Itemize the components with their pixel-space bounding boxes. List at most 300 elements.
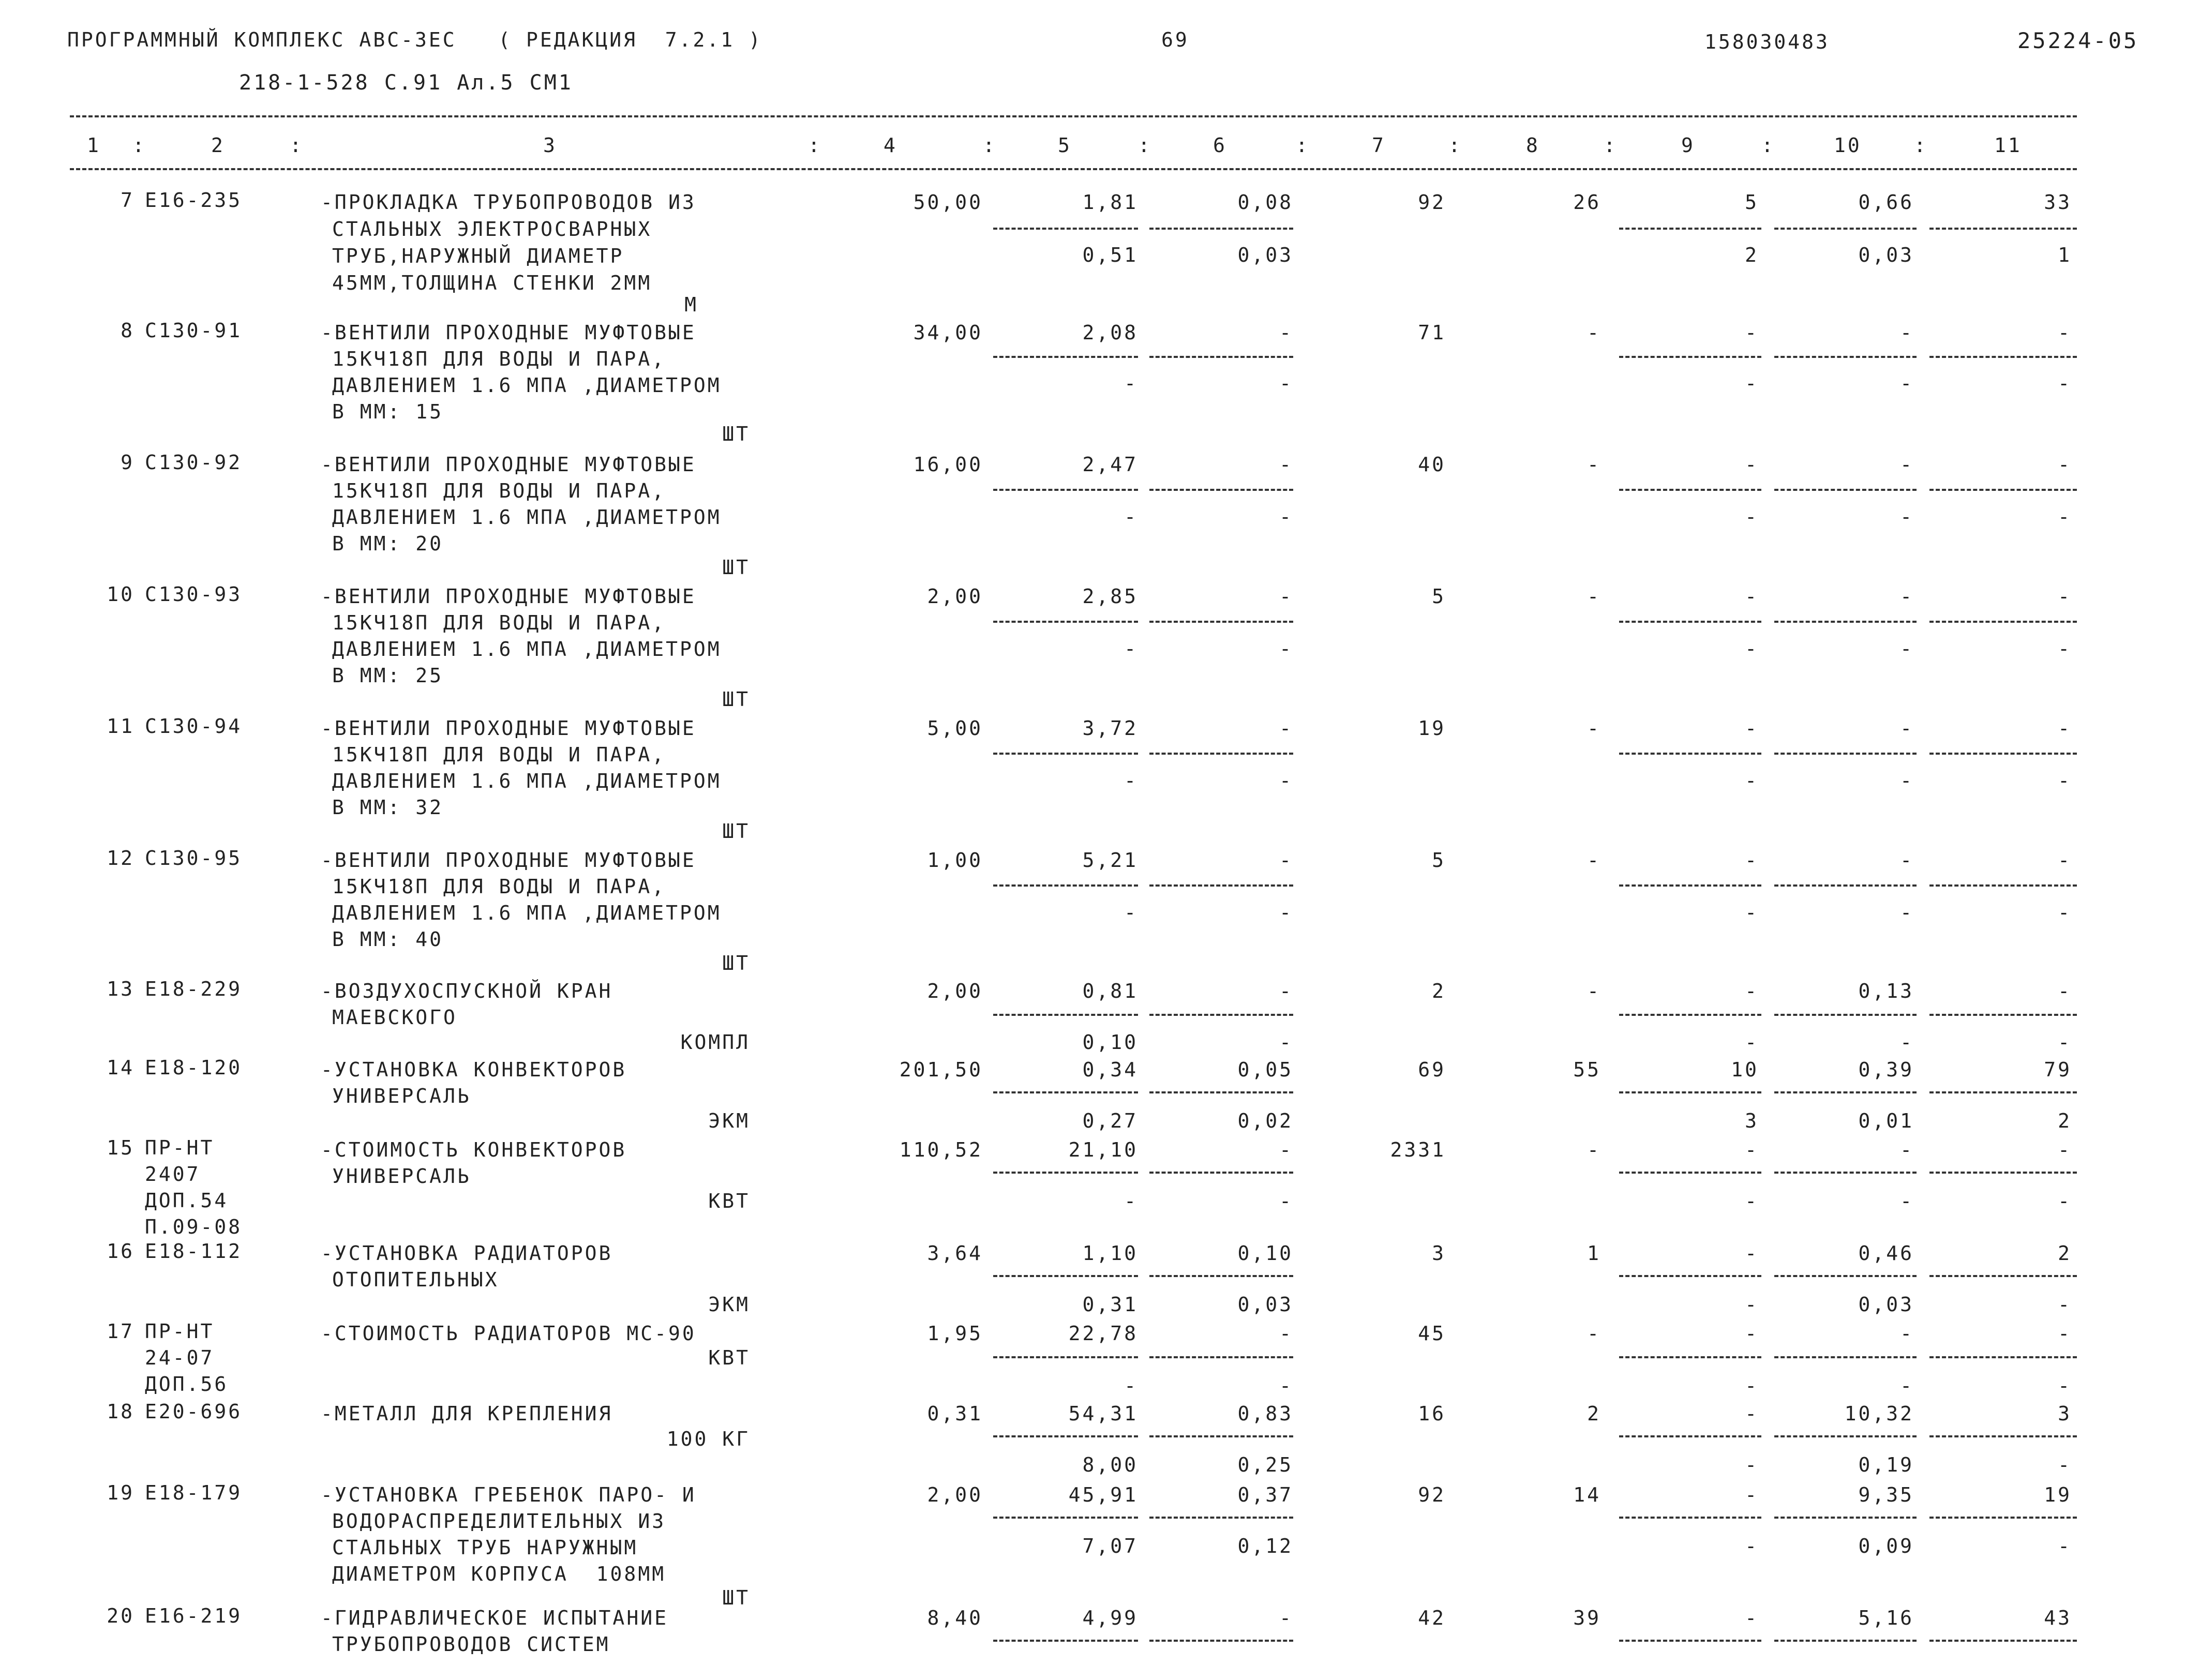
col11-sub: -: [2058, 505, 2072, 528]
col6-sub: 0,02: [1237, 1109, 1293, 1132]
col-num-2: 2: [211, 134, 225, 157]
rate-code: С130-95: [145, 847, 243, 869]
subtotal-rule: [1619, 884, 1761, 887]
subtotal-rule: [1619, 1275, 1761, 1277]
col5-sub: 0,51: [1082, 244, 1138, 266]
subtotal-rule: [1149, 1356, 1293, 1358]
rate-code: Е16-235: [145, 189, 243, 212]
col11-value: -: [2058, 717, 2072, 740]
col6-sub: 0,03: [1237, 1293, 1293, 1316]
quantity: 5,00: [927, 717, 983, 740]
subtotal-rule: [1149, 1172, 1293, 1174]
rate-code: ДОП.56: [145, 1373, 229, 1396]
col9-sub: 2: [1745, 244, 1759, 266]
col5-value: 21,10: [1068, 1138, 1138, 1161]
col6-value: -: [1279, 1322, 1293, 1345]
col9-value: -: [1745, 585, 1759, 608]
quantity: 3,64: [927, 1242, 983, 1265]
col9-sub: -: [1745, 901, 1759, 924]
work-description: 15КЧ18П ДЛЯ ВОДЫ И ПАРА,: [332, 479, 666, 502]
col10-value: 0,46: [1858, 1242, 1914, 1265]
col9-sub: -: [1745, 1453, 1759, 1476]
col11-sub: 2: [2058, 1109, 2072, 1132]
col10-sub: 0,03: [1858, 1293, 1914, 1316]
work-description: ДИАМЕТРОМ КОРПУСА 108ММ: [332, 1563, 666, 1585]
col8-value: 1: [1587, 1242, 1601, 1265]
col9-value: -: [1745, 717, 1759, 740]
work-description: В ММ: 32: [332, 796, 444, 819]
col11-value: 43: [2044, 1607, 2072, 1629]
col-num-1: 1: [87, 134, 101, 157]
subtotal-rule: [1619, 1356, 1761, 1358]
col9-value: -: [1745, 1242, 1759, 1265]
document-id: 158030483: [1704, 31, 1830, 53]
subtotal-rule: [1774, 1435, 1917, 1437]
work-description: -ГИДРАВЛИЧЕСКОЕ ИСПЫТАНИЕ: [321, 1607, 668, 1629]
col11-sub: -: [2058, 1031, 2072, 1054]
col6-sub: -: [1279, 1374, 1293, 1397]
col6-sub: -: [1279, 1031, 1293, 1054]
subtotal-rule: [1619, 356, 1761, 358]
col11-value: -: [2058, 585, 2072, 608]
col6-value: -: [1279, 980, 1293, 1002]
subtotal-rule: [1149, 489, 1293, 491]
work-description: ДАВЛЕНИЕМ 1.6 МПА ,ДИАМЕТРОМ: [332, 506, 722, 529]
work-description: -УСТАНОВКА РАДИАТОРОВ: [321, 1242, 613, 1265]
subtotal-rule: [1929, 228, 2077, 230]
col7-value: 40: [1418, 453, 1446, 476]
row-number: 8: [121, 319, 134, 342]
col8-value: -: [1587, 453, 1601, 476]
col-num-6: 6: [1213, 134, 1227, 157]
col5-sub: 8,00: [1082, 1453, 1138, 1476]
work-description: ОТОПИТЕЛЬНЫХ: [332, 1268, 499, 1291]
col11-value: -: [2058, 980, 2072, 1002]
work-description: -ВЕНТИЛИ ПРОХОДНЫЕ МУФТОВЫЕ: [321, 453, 696, 476]
rate-code: ПР-НТ: [145, 1136, 215, 1159]
subtotal-rule: [1774, 753, 1917, 755]
subtotal-rule: [1149, 1091, 1293, 1093]
col6-sub: 0,12: [1237, 1535, 1293, 1557]
col8-value: 14: [1573, 1483, 1601, 1506]
quantity: 1,95: [927, 1322, 983, 1345]
row-number: 14: [107, 1056, 134, 1079]
sheet-reference: 218-1-528 С.91 Ал.5 СМ1: [239, 71, 573, 95]
header-rule-top: [70, 115, 2077, 117]
subtotal-rule: [1774, 489, 1917, 491]
unit: ШТ: [722, 556, 750, 579]
col5-sub: 0,10: [1082, 1031, 1138, 1054]
rate-code: П.09-08: [145, 1216, 243, 1238]
col9-value: -: [1745, 1607, 1759, 1629]
work-description: -ВЕНТИЛИ ПРОХОДНЫЕ МУФТОВЫЕ: [321, 717, 696, 740]
program-title: ПРОГРАММНЫЙ КОМПЛЕКС АВС-ЗЕС ( РЕДАКЦИЯ 7.2.1 ): [67, 28, 762, 51]
subtotal-rule: [1774, 1014, 1917, 1016]
subtotal-rule: [993, 884, 1138, 887]
col8-value: -: [1587, 1322, 1601, 1345]
col6-sub: -: [1279, 505, 1293, 528]
subtotal-rule: [993, 1091, 1138, 1093]
unit: 100 КГ: [666, 1428, 750, 1450]
subtotal-rule: [1774, 621, 1917, 623]
col5-sub: -: [1124, 1190, 1138, 1212]
work-description: ДАВЛЕНИЕМ 1.6 МПА ,ДИАМЕТРОМ: [332, 374, 722, 397]
quantity: 16,00: [913, 453, 983, 476]
work-description: -ВОЗДУХОСПУСКНОЙ КРАН: [321, 980, 613, 1002]
col10-sub: 0,01: [1858, 1109, 1914, 1132]
col7-value: 5: [1432, 585, 1446, 608]
subtotal-rule: [1929, 1091, 2077, 1093]
col5-value: 2,08: [1082, 321, 1138, 344]
col10-sub: -: [1900, 372, 1914, 395]
col-sep: :: [1761, 134, 1775, 157]
col11-sub: -: [2058, 372, 2072, 395]
unit: ШТ: [722, 820, 750, 843]
rate-code: С130-91: [145, 319, 243, 342]
col6-sub: 0,25: [1237, 1453, 1293, 1476]
col6-value: 0,05: [1237, 1058, 1293, 1081]
col-sep: :: [983, 134, 997, 157]
rate-code: ДОП.54: [145, 1189, 229, 1212]
col5-value: 0,34: [1082, 1058, 1138, 1081]
col5-value: 5,21: [1082, 849, 1138, 872]
subtotal-rule: [1149, 1275, 1293, 1277]
col5-value: 3,72: [1082, 717, 1138, 740]
work-description: ДАВЛЕНИЕМ 1.6 МПА ,ДИАМЕТРОМ: [332, 770, 722, 792]
col11-sub: 1: [2058, 244, 2072, 266]
unit: М: [684, 293, 698, 316]
col6-sub: -: [1279, 1190, 1293, 1212]
subtotal-rule: [1929, 1356, 2077, 1358]
col8-value: 55: [1573, 1058, 1601, 1081]
work-description: СТАЛЬНЫХ ТРУБ НАРУЖНЫМ: [332, 1536, 638, 1559]
work-description: 15КЧ18П ДЛЯ ВОДЫ И ПАРА,: [332, 875, 666, 898]
col9-value: -: [1745, 980, 1759, 1002]
col5-sub: 0,31: [1082, 1293, 1138, 1316]
col-sep: :: [1604, 134, 1618, 157]
col9-value: -: [1745, 849, 1759, 872]
subtotal-rule: [1929, 1435, 2077, 1437]
row-number: 7: [121, 189, 134, 212]
subtotal-rule: [1774, 356, 1917, 358]
col-sep: :: [1138, 134, 1152, 157]
unit: КВТ: [708, 1190, 750, 1212]
col6-value: 0,08: [1237, 191, 1293, 214]
work-description: 15КЧ18П ДЛЯ ВОДЫ И ПАРА,: [332, 743, 666, 766]
subtotal-rule: [1149, 356, 1293, 358]
col11-value: 19: [2044, 1483, 2072, 1506]
col5-value: 0,81: [1082, 980, 1138, 1002]
col5-value: 2,47: [1082, 453, 1138, 476]
col9-sub: -: [1745, 637, 1759, 660]
col11-value: -: [2058, 1322, 2072, 1345]
col9-sub: -: [1745, 1293, 1759, 1316]
work-description: СТАЛЬНЫХ ЭЛЕКТРОСВАРНЫХ: [332, 218, 652, 241]
col5-sub: -: [1124, 372, 1138, 395]
row-number: 12: [107, 847, 134, 869]
subtotal-rule: [1619, 228, 1761, 230]
col10-sub: 0,19: [1858, 1453, 1914, 1476]
work-description: -ПРОКЛАДКА ТРУБОПРОВОДОВ ИЗ: [321, 191, 696, 214]
subtotal-rule: [1149, 228, 1293, 230]
unit: КОМПЛ: [680, 1031, 750, 1054]
subtotal-rule: [1929, 753, 2077, 755]
col11-value: -: [2058, 321, 2072, 344]
rate-code: 2407: [145, 1163, 201, 1186]
col11-sub: -: [2058, 1374, 2072, 1397]
col9-value: 5: [1745, 191, 1759, 214]
subtotal-rule: [1619, 1640, 1761, 1642]
quantity: 2,00: [927, 585, 983, 608]
col-num-8: 8: [1526, 134, 1540, 157]
work-description: -ВЕНТИЛИ ПРОХОДНЫЕ МУФТОВЫЕ: [321, 321, 696, 344]
col-sep: :: [1914, 134, 1928, 157]
rate-code: 24-07: [145, 1346, 215, 1369]
col-num-9: 9: [1681, 134, 1695, 157]
row-number: 10: [107, 583, 134, 606]
subtotal-rule: [1929, 1172, 2077, 1174]
col11-sub: -: [2058, 901, 2072, 924]
col5-sub: -: [1124, 637, 1138, 660]
col6-value: 0,37: [1237, 1483, 1293, 1506]
header-rule-bottom: [70, 168, 2077, 170]
subtotal-rule: [1149, 753, 1293, 755]
work-description: 15КЧ18П ДЛЯ ВОДЫ И ПАРА,: [332, 611, 666, 634]
col-sep: :: [1448, 134, 1462, 157]
col10-sub: -: [1900, 505, 1914, 528]
col5-value: 4,99: [1082, 1607, 1138, 1629]
page-number: 69: [1161, 28, 1189, 51]
col6-value: -: [1279, 321, 1293, 344]
col6-sub: -: [1279, 769, 1293, 792]
col-num-11: 11: [1994, 134, 2022, 157]
col7-value: 71: [1418, 321, 1446, 344]
col6-value: 0,83: [1237, 1402, 1293, 1425]
col5-value: 1,81: [1082, 191, 1138, 214]
rate-code: Е18-179: [145, 1481, 243, 1504]
subtotal-rule: [1619, 753, 1761, 755]
quantity: 1,00: [927, 849, 983, 872]
work-description: -ВЕНТИЛИ ПРОХОДНЫЕ МУФТОВЫЕ: [321, 585, 696, 608]
col8-value: -: [1587, 717, 1601, 740]
col10-value: 5,16: [1858, 1607, 1914, 1629]
subtotal-rule: [1929, 1640, 2077, 1642]
subtotal-rule: [993, 228, 1138, 230]
col11-value: -: [2058, 1138, 2072, 1161]
col7-value: 16: [1418, 1402, 1446, 1425]
row-number: 15: [107, 1136, 134, 1159]
col6-value: -: [1279, 849, 1293, 872]
col10-value: -: [1900, 1138, 1914, 1161]
row-number: 9: [121, 451, 134, 474]
work-description: -УСТАНОВКА ГРЕБЕНОК ПАРО- И: [321, 1483, 696, 1506]
rate-code: Е20-696: [145, 1400, 243, 1423]
unit: ЭКМ: [708, 1293, 750, 1316]
col9-sub: -: [1745, 1535, 1759, 1557]
work-description: 15КЧ18П ДЛЯ ВОДЫ И ПАРА,: [332, 348, 666, 370]
subtotal-rule: [1619, 1091, 1761, 1093]
col8-value: -: [1587, 1138, 1601, 1161]
col-sep: :: [1296, 134, 1310, 157]
col6-sub: -: [1279, 637, 1293, 660]
col10-value: 10,32: [1844, 1402, 1914, 1425]
work-description: -СТОИМОСТЬ КОНВЕКТОРОВ: [321, 1138, 627, 1161]
col9-sub: -: [1745, 1374, 1759, 1397]
subtotal-rule: [993, 1356, 1138, 1358]
col9-value: -: [1745, 1402, 1759, 1425]
col5-value: 1,10: [1082, 1242, 1138, 1265]
col9-value: -: [1745, 1138, 1759, 1161]
row-number: 16: [107, 1240, 134, 1263]
col8-value: 2: [1587, 1402, 1601, 1425]
work-description: ДАВЛЕНИЕМ 1.6 МПА ,ДИАМЕТРОМ: [332, 902, 722, 924]
col6-value: -: [1279, 1138, 1293, 1161]
col9-sub: -: [1745, 1190, 1759, 1212]
quantity: 2,00: [927, 1483, 983, 1506]
col8-value: -: [1587, 585, 1601, 608]
subtotal-rule: [1619, 1435, 1761, 1437]
quantity: 2,00: [927, 980, 983, 1002]
col11-value: 79: [2044, 1058, 2072, 1081]
unit: ШТ: [722, 423, 750, 445]
row-number: 20: [107, 1604, 134, 1627]
rate-code: С130-94: [145, 715, 243, 738]
col5-sub: -: [1124, 505, 1138, 528]
col10-sub: -: [1900, 901, 1914, 924]
row-number: 11: [107, 715, 134, 738]
col5-sub: -: [1124, 901, 1138, 924]
col10-value: 0,39: [1858, 1058, 1914, 1081]
rate-code: Е16-219: [145, 1604, 243, 1627]
col11-sub: -: [2058, 637, 2072, 660]
col11-value: -: [2058, 849, 2072, 872]
col10-sub: 0,03: [1858, 244, 1914, 266]
quantity: 201,50: [899, 1058, 983, 1081]
subtotal-rule: [1929, 621, 2077, 623]
unit: ШТ: [722, 1586, 750, 1609]
rate-code: ПР-НТ: [145, 1320, 215, 1343]
subtotal-rule: [1929, 884, 2077, 887]
col11-sub: -: [2058, 769, 2072, 792]
col8-value: 26: [1573, 191, 1601, 214]
col9-sub: -: [1745, 1031, 1759, 1054]
col11-sub: -: [2058, 1293, 2072, 1316]
col8-value: -: [1587, 321, 1601, 344]
col11-sub: -: [2058, 1535, 2072, 1557]
col-sep: :: [290, 134, 304, 157]
rate-code: Е18-120: [145, 1056, 243, 1079]
col10-value: 0,66: [1858, 191, 1914, 214]
col9-sub: -: [1745, 505, 1759, 528]
col10-sub: -: [1900, 1190, 1914, 1212]
work-description: В ММ: 25: [332, 664, 444, 687]
col8-value: -: [1587, 980, 1601, 1002]
col-num-5: 5: [1058, 134, 1072, 157]
work-description: ДАВЛЕНИЕМ 1.6 МПА ,ДИАМЕТРОМ: [332, 638, 722, 661]
subtotal-rule: [1929, 489, 2077, 491]
col9-value: -: [1745, 453, 1759, 476]
col6-sub: 0,03: [1237, 244, 1293, 266]
col6-sub: -: [1279, 372, 1293, 395]
col11-sub: -: [2058, 1190, 2072, 1212]
work-description: -МЕТАЛЛ ДЛЯ КРЕПЛЕНИЯ: [321, 1402, 613, 1425]
col11-value: 3: [2058, 1402, 2072, 1425]
subtotal-rule: [993, 489, 1138, 491]
work-description: В ММ: 20: [332, 532, 444, 555]
col8-value: -: [1587, 849, 1601, 872]
subtotal-rule: [1149, 1517, 1293, 1519]
subtotal-rule: [1774, 1517, 1917, 1519]
col9-sub: -: [1745, 372, 1759, 395]
col10-value: -: [1900, 321, 1914, 344]
col7-value: 19: [1418, 717, 1446, 740]
col7-value: 69: [1418, 1058, 1446, 1081]
col10-value: -: [1900, 717, 1914, 740]
col7-value: 42: [1418, 1607, 1446, 1629]
row-number: 13: [107, 978, 134, 1000]
work-description: В ММ: 40: [332, 928, 444, 951]
subtotal-rule: [993, 356, 1138, 358]
row-number: 17: [107, 1320, 134, 1343]
subtotal-rule: [993, 621, 1138, 623]
col7-value: 45: [1418, 1322, 1446, 1345]
subtotal-rule: [1619, 621, 1761, 623]
subtotal-rule: [1774, 1640, 1917, 1642]
col5-sub: 0,27: [1082, 1109, 1138, 1132]
col10-sub: -: [1900, 1374, 1914, 1397]
rate-code: Е18-229: [145, 978, 243, 1000]
subtotal-rule: [993, 1435, 1138, 1437]
work-description: ТРУБ,НАРУЖНЫЙ ДИАМЕТР: [332, 245, 624, 267]
col6-value: -: [1279, 1607, 1293, 1629]
col5-sub: 7,07: [1082, 1535, 1138, 1557]
col11-sub: -: [2058, 1453, 2072, 1476]
col10-value: 9,35: [1858, 1483, 1914, 1506]
col10-sub: -: [1900, 769, 1914, 792]
col10-sub: -: [1900, 1031, 1914, 1054]
col6-value: -: [1279, 717, 1293, 740]
work-description: В ММ: 15: [332, 400, 444, 423]
row-number: 19: [107, 1481, 134, 1504]
work-description: -УСТАНОВКА КОНВЕКТОРОВ: [321, 1058, 627, 1081]
subtotal-rule: [993, 1517, 1138, 1519]
rate-code: Е18-112: [145, 1240, 243, 1263]
col5-value: 54,31: [1068, 1402, 1138, 1425]
subtotal-rule: [1929, 1275, 2077, 1277]
subtotal-rule: [1929, 1517, 2077, 1519]
col10-value: -: [1900, 1322, 1914, 1345]
unit: ШТ: [722, 952, 750, 974]
subtotal-rule: [1774, 1172, 1917, 1174]
col5-sub: -: [1124, 1374, 1138, 1397]
subtotal-rule: [1619, 1014, 1761, 1016]
col-num-4: 4: [884, 134, 897, 157]
col11-value: -: [2058, 453, 2072, 476]
col9-value: -: [1745, 321, 1759, 344]
subtotal-rule: [1149, 621, 1293, 623]
subtotal-rule: [1149, 1640, 1293, 1642]
col-num-7: 7: [1372, 134, 1386, 157]
col7-value: 2: [1432, 980, 1446, 1002]
col5-value: 22,78: [1068, 1322, 1138, 1345]
col9-value: 10: [1731, 1058, 1759, 1081]
col5-value: 45,91: [1068, 1483, 1138, 1506]
col7-value: 92: [1418, 191, 1446, 214]
rate-code: С130-92: [145, 451, 243, 474]
col-sep: :: [808, 134, 822, 157]
col7-value: 3: [1432, 1242, 1446, 1265]
col7-value: 5: [1432, 849, 1446, 872]
